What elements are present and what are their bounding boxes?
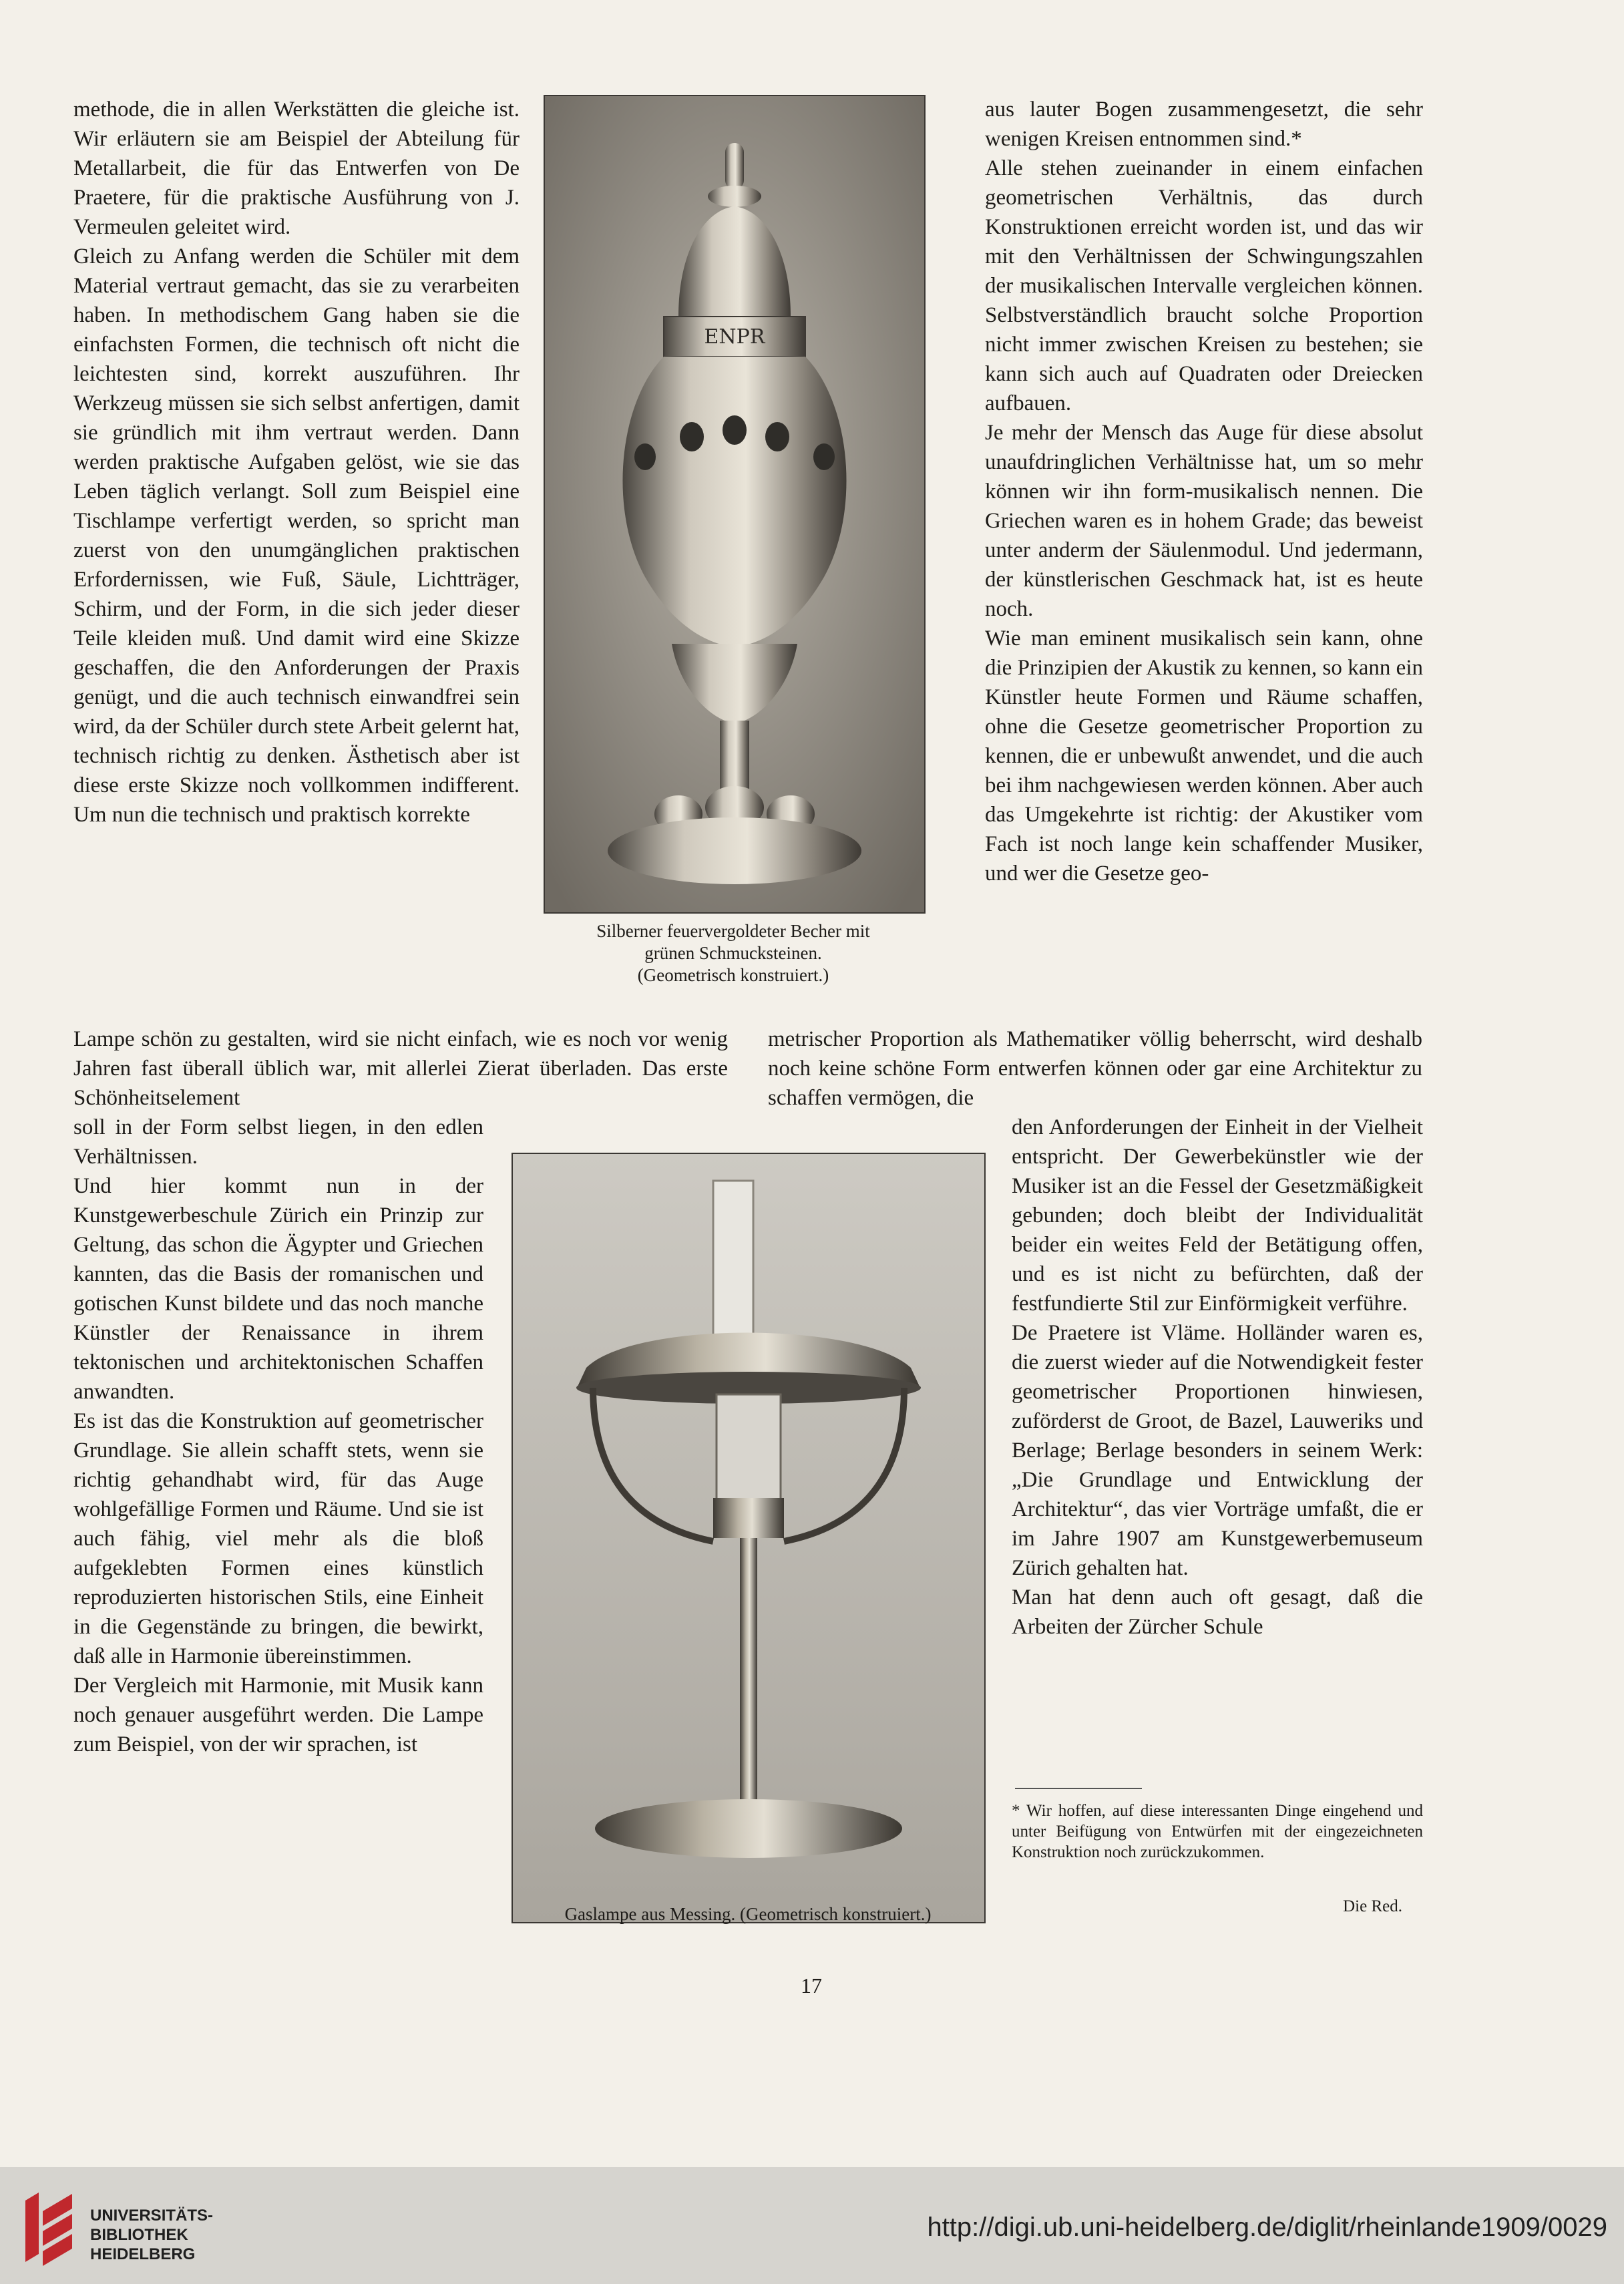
goblet-engraving: ENPR [704,325,765,349]
footnote-signature: Die Red. [1343,1897,1402,1915]
lamp-caption: Gaslampe aus Messing. (Geometrisch konstruiert.) [564,1904,932,1924]
lamp-photo [512,1153,986,1923]
text-column-left-bottom: soll in der Form selbst liegen, in den edlen Verhältnissen. Und hier kommt nun in der Kunstgewerbeschule Zürich ein Prinzip zur Geltung, das schon die Ägypter und Griechen kannten, das die Basis der romanischen und gotischen Kunst bildete und das noch manche Künstler der Renaissance in ihrem tektonischen und architektonischen Schaffen anwandten. Es ist das die Konstruktion auf geometrischer Grundlage. Sie allein schafft stets, wenn sie richtig gehandhabt wird, für das Auge wohlgefällige Formen und Räume. Und sie ist auch fähig, viel mehr als die bloß aufgeklebten Formen eines künstlich reproduzierten historischen Stils, eine Einheit in die Gegenstände zu bringen, die bewirkt, daß alle in Harmonie übereinstimmen. Der Vergleich mit Harmonie, mit Musik kann noch genauer ausgeführt werden. Die Lampe zum Beispiel, von der wir sprachen, ist [73,1115,483,1756]
lamp-image [513,1154,984,1922]
page-number: 17 [801,1973,822,1997]
text-column-right-top: aus lauter Bogen zusammengesetzt, die sehr wenigen Kreisen entnommen sind.* Alle stehen zueinander in einem einfachen geometrischen Verhältnis, das durch Konstruktionen erreicht worden ist, und das wir mit den Verhältnissen der Schwingungszahlen der musikalischen Intervalle vergleichen können. Selbstverständlich braucht solche Proportion nicht immer zwischen Kreisen zu bestehen; sie kann sich auch auf Quadraten oder Dreiecken aufbauen. Je mehr der Mensch das Auge für diese absolut unaufdringlichen Verhältnisse hat, um so mehr können wir ihn form-musikalisch nennen. Die Griechen waren es in hohem Grade; das beweist unter anderm der Säulenmodul. Und jedermann, der künstlerischen Geschmack hat, ist es heute noch. Wie man eminent musikalisch sein kann, ohne die Prinzipien der Akustik zu kennen, so kann ein Künstler heute Formen und Räume schaffen, ohne die Gesetze geometrischer Proportion zu kennen, die er unbewußt anwendet, und die auch bei ihm nachgewiesen werden können. Aber auch das Umgekehrte ist richtig: der Akustiker vom Fach ist noch lange kein schaffender Musiker, und wer die Gesetze geo- [985,98,1423,886]
text-column-left-top: methode, die in allen Werkstätten die gleiche ist. Wir erläutern sie am Beispiel der Abteilung für Metallarbeit, die für das Entwerfen von De Praetere, für die praktische Ausführung von J. Vermeulen geleitet wird. Gleich zu Anfang werden die Schüler mit dem Material vertraut gemacht, das sie zu verarbeiten haben. In methodischem Gang haben sie die einfachsten Formen, die technisch oft nicht die leichtesten sind, korrekt auszuführen. Ihr Werkzeug müssen sie sich selbst anfertigen, damit sie gründlich mit ihm vertraut werden. Dann werden praktische Aufgaben gelöst, wie sie das Leben täglich verlangt. Soll zum Beispiel eine Tischlampe verfertigt werden, so spricht man zuerst von den unumgänglichen praktischen Erfordernissen, wie Fuß, Säule, Lichtträger, Schirm, und der Form, in die sich jeder dieser Teile kleiden muß. Und damit wird eine Skizze geschaffen, die den Anforderungen der Praxis genügt, und die auch technisch einwandfrei sein wird, da der Schüler durch stete Arbeit gelernt hat, technisch richtig zu denken. Ästhetisch aber ist diese erste Skizze noch vollkommen indifferent. Um nun die technisch und praktisch korrekte [73,98,520,827]
library-logo-icon [19,2187,79,2266]
text-full-width-left: Lampe schön zu gestalten, wird sie nicht einfach, wie es noch vor wenig Jahren fast überall üblich war, mit allerlei Zierat überladen. Das erste Schönheitselement [73,1027,728,1110]
goblet-image [545,96,924,912]
goblet-photo [544,95,926,914]
text-column-right-bottom: den Anforderungen der Einheit in der Vielheit entspricht. Der Gewerbekünstler wie der Musiker ist an die Fessel der Gesetzmäßigkeit gebunden; doch bleibt der Individualität beider ein weites Feld der Betätigung offen, und es ist nicht zu befürchten, daß der festfundierte Stil zur Einförmigkeit verführe. De Praetere ist Vläme. Holländer waren es, die zuerst wieder auf die Notwendigkeit fester geometrischer Proportionen hinwiesen, zuförderst de Groot, de Bazel, Lauweriks und Berlage; Berlage besonders in seinem Werk: „Die Grundlage und Entwicklung der Architektur“, das vier Vorträge umfaßt, die er im Jahre 1907 am Kunstgewerbemuseum Zürich gehalten hat. Man hat denn auch oft gesagt, daß die Arbeiten der Zürcher Schule [1012,1115,1423,1639]
library-logo-text: UNIVERSITÄTS- BIBLIOTHEK HEIDELBERG [90,2207,214,2263]
text-full-width-right: metrischer Proportion als Mathematiker völlig beherrscht, wird deshalb noch keine schöne Form entwerfen können oder gar eine Architektur zu schaffen vermögen, die [768,1027,1422,1110]
footnote: * Wir hoffen, auf diese interessanten Dinge eingehend und unter Beifügung von Entwürfen mit der eingezeichneten Konstruktion noch zurückzukommen. [1012,1802,1423,1861]
goblet-caption: Silberner feuervergoldeter Becher mit grünen Schmucksteinen. (Geometrisch konstruiert.) [596,921,870,985]
footer-bar [0,2167,1624,2284]
footnote-divider [1015,1788,1142,1789]
source-url-link[interactable]: http://digi.ub.uni-heidelberg.de/diglit/rheinlande1909/0029 [927,2213,1607,2242]
